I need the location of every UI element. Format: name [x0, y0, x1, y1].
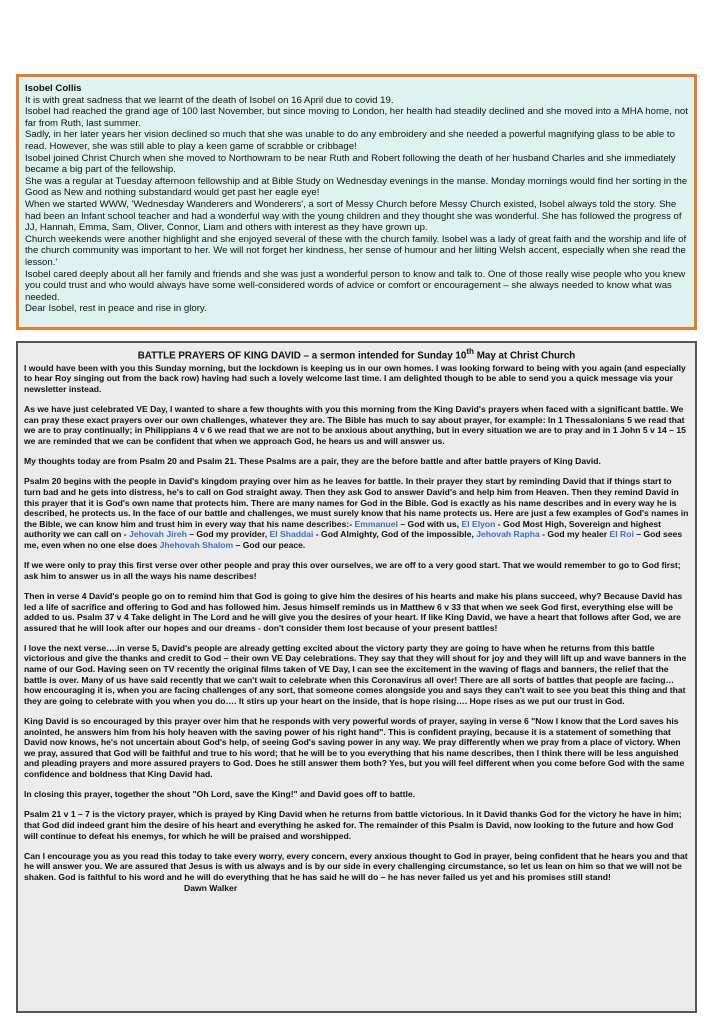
- author-signature: Dawn Walker: [184, 882, 238, 893]
- obituary-paragraph: Isobel had reached the grand age of 100 last November, but since moving to London, her health had steadily declined and she moved into a MHA home, not far from Ruth, last summer.: [25, 106, 688, 129]
- god-name-meaning: - God my healer: [539, 529, 610, 540]
- sermon-paragraph: I love the next verse….in verse 5, David's people are already getting excited about the victory party they are going to have when he returns from this battle victorious and give the thanks and credit to God – their own VE Day celebrations. They say that they will shout for joy and they will lift up and wave banners in the name of our God. Having seen on TV recently the original films taken of VE Day, I can see the excitement in the waving of flags and banners, the relief that the battle is over. Many of us have said recently that we can't wait to celebrate when this Coronavirus all over! There are all sorts of battles that people are facing…how encouraging it is, when you are facing challenges of any sort, that someone comes alongside you and says they can't wait to see you beat this thing and that they are going to celebrate with you when you do…. It stirs up your heart on the inside, that is hope rising…. Hope rises as we put our trust in God.: [24, 642, 687, 706]
- god-name-meaning: – God our peace.: [233, 539, 306, 550]
- sermon-box: [16, 341, 697, 1013]
- sermon-paragraph: As we have just celebrated VE Day, I wanted to share a few thoughts with you this morning from the King David's prayers when faced with a significant battle. We can pray these exact prayers over our own challenges, whatever they are. The Bible has much to say about prayer, for example: In 1 Thessalonians 5 we read that we are to pray continually; in Philippians 4 v 6 we read that we are not to be anxious about anything, but in every situation we are to pray and in 1 John 5 v 14 – 15 we are reminded that we can be confident that when we approach God, he hears us and will answer us.: [24, 404, 686, 447]
- sermon-paragraph: King David is so encouraged by this prayer over him that he responds with very powerful words of prayer, saying in verse 6 "Now I know that the Lord saves his anointed, he answers him from his holy heaven with the saving power of his right hand". This is confident praying, because it is a statement of something that David now knows, he's not uncertain about God's help, of seeing God's saving power in any way. We pray differently when we pray from a place of victory. When we pray, assured that God will be faithful and true to his word; that he will be to you everything that his name describes, then I think there will be less anguished and pleading prayers and more assured prayers to God. Does he still answer them both? Yes, but you will feel different when you come before God with the same confidence and boldness that King David had.: [24, 716, 685, 780]
- obituary-paragraph: Sadly, in her later years her vision declined so much that she was unable to do any embroidery and she needed a powerful magnifying glass to be able to read. However, she was still able to play a keen game of scrabble or cribbage!: [25, 129, 675, 152]
- god-name-meaning: - God Almighty, God of the impossible,: [313, 529, 477, 540]
- god-name-meaning: - God Most High, Sovereign and highest authority we can call on -: [24, 518, 662, 540]
- sermon-heading-part: BATTLE PRAYERS OF KING DAVID – a sermon intended for Sunday 10: [137, 350, 467, 362]
- sermon-paragraph: If we were only to pray this first verse over other people and pray this over ourselves, we are off to a very good start. That we would remember to go to God first; ask him to answer us in all the ways his name describes!: [24, 560, 681, 581]
- sermon-paragraph-closing: [24, 851, 689, 893]
- sermon-paragraph: In closing this prayer, together the shout "Oh Lord, save the King!" and David goes off to battle.: [24, 789, 416, 800]
- sermon-paragraph: I would have been with you this Sunday morning, but the lockdown is keeping us in our own homes. I was looking forward to being with you again (and especially to hear Roy singing out from the back row) having had such a lovely welcome last time. I am delighted though to be able to send you a quick message via your newsletter instead.: [24, 362, 686, 395]
- obituary-paragraph: Isobel cared deeply about all her family and friends and she was just a wonderful person to know and talk to. One of those really wise people who you knew you could trust and who would always have some well-considered words of advice or comfort or encouragement – she always needed to know what was needed.: [25, 268, 686, 303]
- obituary-paragraph: It is with great sadness that we learnt of the death of Isobel on 16 April due to covid 19.: [25, 94, 394, 106]
- sermon-heading: [24, 347, 689, 362]
- obituary-title: Isobel Collis: [25, 83, 82, 94]
- sermon-text: Can I encourage you as you read this today to take every worry, every concern, every anxious thought to God in prayer, being confident that he hears you and that he will answer you. We are assured that Jesus is with us always and is by our side in every challenging circumstance, so let us lean on him so that we will not be shaken. God is faithful to his word and he will do everything that he has said he will do – he has never failed us yet and his promises still stand!: [24, 850, 688, 882]
- obituary-box: [16, 74, 697, 330]
- god-name-meaning: – God my provider,: [186, 529, 270, 540]
- god-name: Jhehovah Shalom: [159, 539, 234, 550]
- sermon-text: Psalm 20 begins with the people in David's kingdom praying over him as he leaves for battle. In their prayer they start by reminding David that if things start to turn bad and he gets into distress, he's to call on God straight away. Then they ask God to answer David's and help him from Heaven. Then they remind David in this prayer that it is God's own name that protects him. There are many names for God in the Bible. God is exactly as his name describes and in every way he is described, he protects us. In the face of our battle and challenges, we must surely know that his name protects us. Here are just a few examples of God's names in the Bible, we can know him and trust him in every way that his name describes:-: [24, 476, 689, 529]
- god-name: El Roi: [609, 529, 634, 540]
- obituary-paragraph: When we started WWW, 'Wednesday Wanderers and Wonderers', a sort of Messy Church before Messy Church existed, Isobel always told the story. She had been an Infant school teacher and had a wonderful way with the young children and they thought she was wonderful. She has followed the progress of JJ, Hannah, Emma, Sam, Oliver, Connor, Liam and others with interest as they have grown up.: [25, 198, 682, 234]
- sermon-paragraph: My thoughts today are from Psalm 20 and Psalm 21. These Psalms are a pair, they are the before battle and after battle prayers of King David.: [24, 456, 601, 467]
- sermon-paragraph-names: [24, 476, 689, 550]
- obituary-paragraph: Church weekends were another highlight and she enjoyed several of these with the church family. Isobel was a lady of great faith and the worship and life of the church community was important to her. We will not forget her kindness, her sense of humour and her lilting Welsh accent, especially when she read the lesson.': [25, 233, 687, 268]
- obituary-paragraph: Dear Isobel, rest in peace and rise in glory.: [25, 303, 207, 315]
- obituary-paragraph: She was a regular at Tuesday afternoon fellowship and at Bible Study on Wednesday evenings in the manse. Monday mornings would find her sorting in the Good as New and nothing substandard would get past her eagle eye!: [25, 175, 688, 199]
- god-name-meaning: – God with us,: [397, 518, 462, 529]
- sermon-paragraph: Psalm 21 v 1 – 7 is the victory prayer, which is prayed by King David when he returns from battle victorious. In it David thanks God for the victory he have in him; that God did indeed grant him the desire of his heart and everything he asked for. The remainder of this Psalm is David, now looking to the future and how God will continue to defeat his enemys, for which he will be praised and worshipped.: [24, 809, 682, 841]
- god-name: Jehovah Rapha: [476, 529, 540, 540]
- sermon-heading-sup: th: [466, 347, 475, 356]
- god-name: Jehovah Jireh: [129, 529, 187, 540]
- sermon-heading-part: May at Christ Church: [474, 350, 576, 362]
- god-name: El Shaddai: [269, 529, 314, 540]
- god-name-meaning: – God sees me, even when no one else does: [24, 529, 683, 550]
- obituary-paragraph: Isobel joined Christ Church when she moved to Northowram to be near Ruth and Robert following the death of her husband Charles and she immediately became a big part of the fellowship.: [25, 152, 676, 176]
- god-name: Emmanuel: [354, 518, 398, 529]
- sermon-paragraph: Then in verse 4 David's people go on to remind him that God is going to give him the desires of his hearts and make his plans succeed, why? Because David has led a life of sacrifice and offering to God and has followed him. Jesus himself reminds us in Matthew 6 v 33 that when we seek God first, everything else will be added to us. Psalm 37 v 4 Take delight in The Lord and he will give you the desires of your heart. If like King David, we have a heart that follows after God, we are assured that he will look after our hopes and our dreams - don't consider them lost because of your present battles!: [24, 590, 683, 633]
- god-name: El Elyon: [461, 518, 496, 529]
